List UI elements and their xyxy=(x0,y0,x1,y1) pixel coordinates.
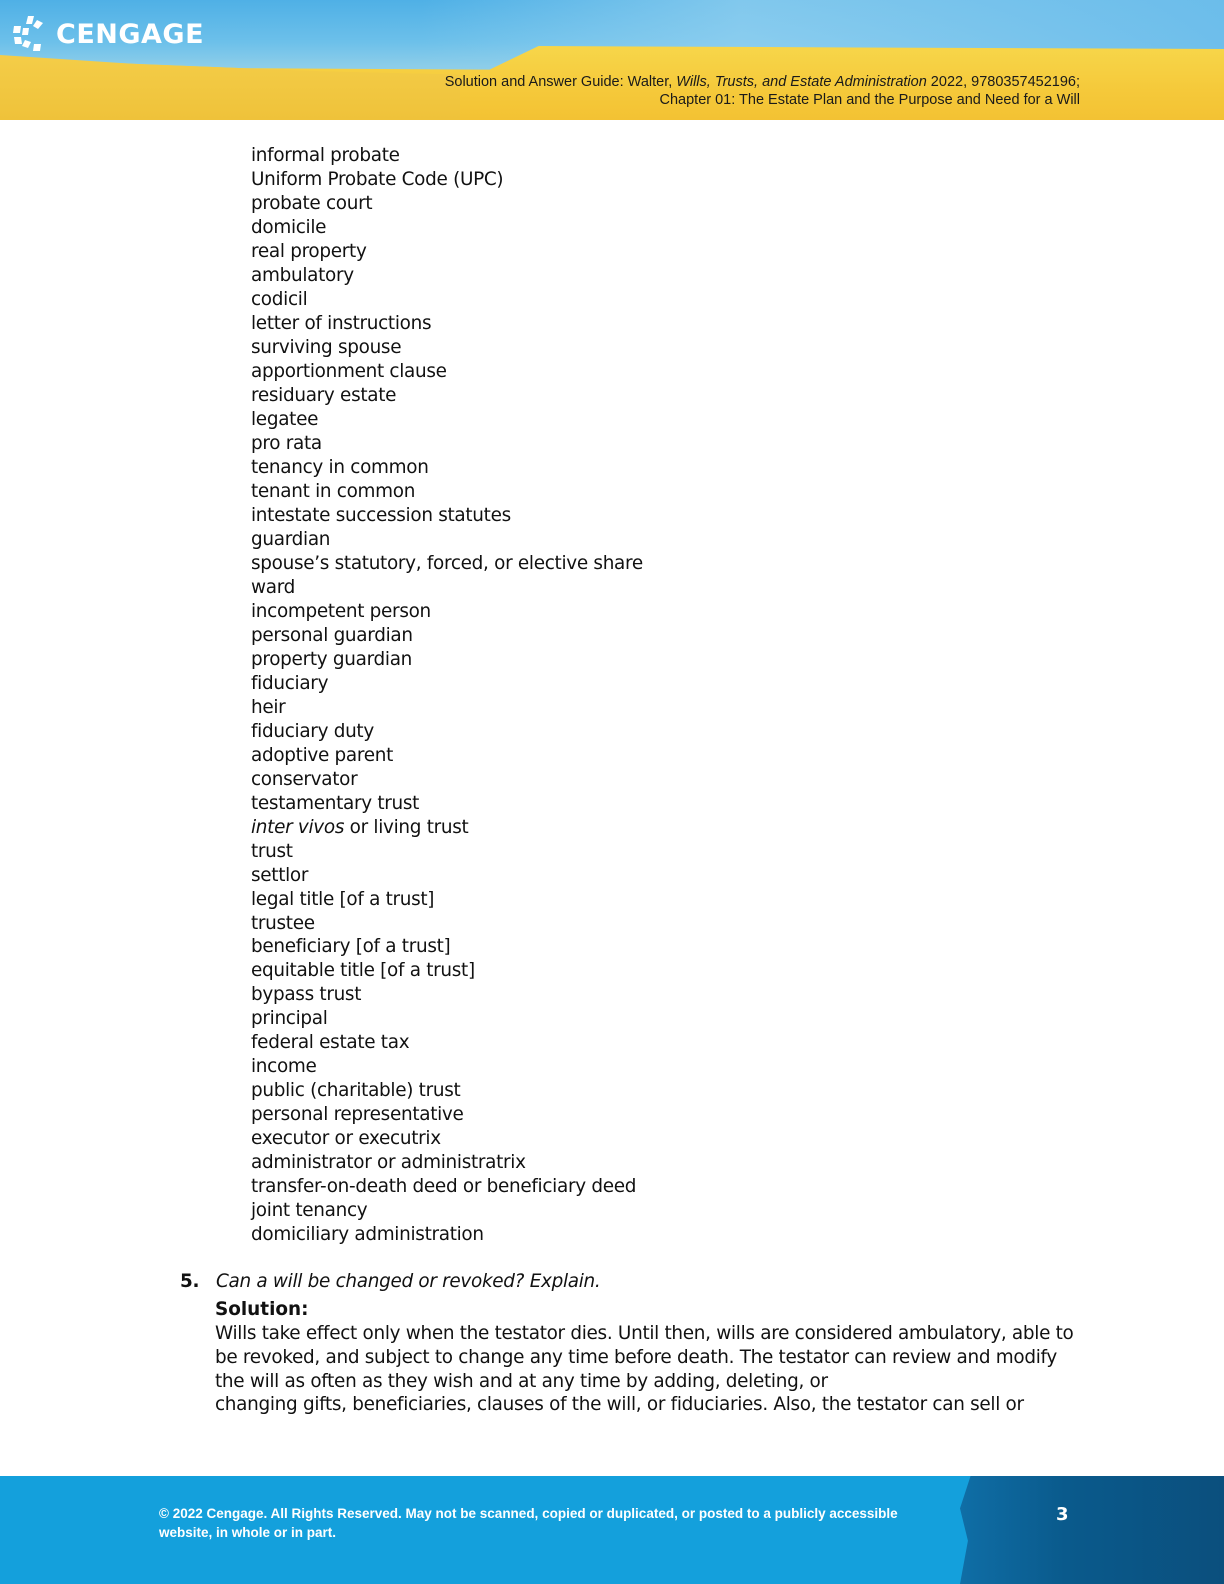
question-number: 5. xyxy=(180,1271,200,1292)
term-item: settlor xyxy=(251,864,309,886)
term-item: transfer-on-death deed or beneficiary deed xyxy=(251,1176,637,1198)
term-item: spouse’s statutory, forced, or elective share xyxy=(251,552,643,574)
term-item: heir xyxy=(251,696,286,718)
term-item: personal representative xyxy=(251,1104,464,1126)
term-item: ambulatory xyxy=(251,264,354,286)
term-item: probate court xyxy=(251,192,373,214)
term-item: real property xyxy=(251,240,367,262)
term-item: pro rata xyxy=(251,432,322,454)
term-italic: inter vivos xyxy=(251,816,345,838)
term-item: income xyxy=(251,1056,317,1078)
book-title: Wills, Trusts, and Estate Administration xyxy=(676,74,927,90)
term-item: codicil xyxy=(251,288,308,310)
term-item: property guardian xyxy=(251,648,413,670)
term-item: principal xyxy=(251,1008,328,1030)
term-item: public (charitable) trust xyxy=(251,1080,461,1102)
term-item: fiduciary xyxy=(251,672,329,694)
copyright-line-2: website, in whole or in part. xyxy=(159,1525,337,1540)
header-line-2: Chapter 01: The Estate Plan and the Purpose and Need for a Will xyxy=(659,92,1080,108)
solution-body xyxy=(215,1322,1075,1417)
question-text: Can a will be changed or revoked? Explain. xyxy=(216,1271,601,1292)
term-item: tenancy in common xyxy=(251,456,429,478)
term-item: guardian xyxy=(251,528,331,550)
term-item: letter of instructions xyxy=(251,312,432,334)
term-rest: or living trust xyxy=(344,816,469,838)
term-item: domiciliary administration xyxy=(251,1224,484,1246)
term-item: administrator or administratrix xyxy=(251,1152,526,1174)
logo-text: CENGAGE xyxy=(56,18,205,50)
term-item: trustee xyxy=(251,912,315,934)
term-item: conservator xyxy=(251,768,358,790)
term-item: informal probate xyxy=(251,145,400,166)
key-terms-list xyxy=(251,144,643,1247)
footer-dark-decoration xyxy=(960,1476,1224,1584)
solution-line: changing gifts, beneficiaries, clauses of the will, or fiduciaries. Also, the testator can sell or xyxy=(215,1394,1024,1416)
term-item: tenant in common xyxy=(251,480,416,502)
term-item: domicile xyxy=(251,216,327,238)
term-item: Uniform Probate Code (UPC) xyxy=(251,168,504,190)
header-line-1: Solution and Answer Guide: Walter, Wills, Trusts, and Estate Administration 2022, 9780357452196; xyxy=(444,74,1080,90)
question-5 xyxy=(180,1270,600,1294)
term-item: testamentary trust xyxy=(251,792,420,814)
term-item: legal title [of a trust] xyxy=(251,888,435,910)
term-item: apportionment clause xyxy=(251,360,447,382)
header-yellow-band-left xyxy=(0,55,460,120)
term-item: equitable title [of a trust] xyxy=(251,960,475,982)
term-item: federal estate tax xyxy=(251,1032,410,1054)
term-item: incompetent person xyxy=(251,600,431,622)
cengage-mark-icon xyxy=(10,14,50,54)
solution-line: the will as often as they wish and at any time by adding, deleting, or xyxy=(215,1370,828,1392)
copyright-line-1: © 2022 Cengage. All Rights Reserved. May not be scanned, copied or duplicated, or posted to a publicly accessible xyxy=(159,1506,898,1521)
term-item: beneficiary [of a trust] xyxy=(251,936,451,958)
solution-heading: Solution: xyxy=(215,1299,309,1320)
copyright-notice xyxy=(159,1504,939,1542)
term-item xyxy=(251,816,643,840)
term-item: fiduciary duty xyxy=(251,720,374,742)
term-item: executor or executrix xyxy=(251,1128,441,1150)
header-citation xyxy=(445,73,1080,109)
solution-line: be revoked, and subject to change any time before death. The testator can review and modify xyxy=(215,1346,1057,1368)
solution-line: Wills take effect only when the testator dies. Until then, wills are considered ambulatory, able to xyxy=(215,1323,1074,1344)
term-item: bypass trust xyxy=(251,984,362,1006)
term-item: trust xyxy=(251,840,293,862)
term-item: joint tenancy xyxy=(251,1200,368,1222)
page-header xyxy=(0,0,1224,120)
term-item: adoptive parent xyxy=(251,744,394,766)
term-item: legatee xyxy=(251,408,319,430)
cengage-logo xyxy=(10,12,204,56)
term-item: ward xyxy=(251,576,296,598)
term-item: surviving spouse xyxy=(251,336,402,358)
page-number: 3 xyxy=(1056,1504,1069,1525)
term-item: personal guardian xyxy=(251,624,413,646)
term-item: residuary estate xyxy=(251,384,397,406)
term-item: intestate succession statutes xyxy=(251,504,511,526)
page-footer xyxy=(0,1476,1224,1584)
